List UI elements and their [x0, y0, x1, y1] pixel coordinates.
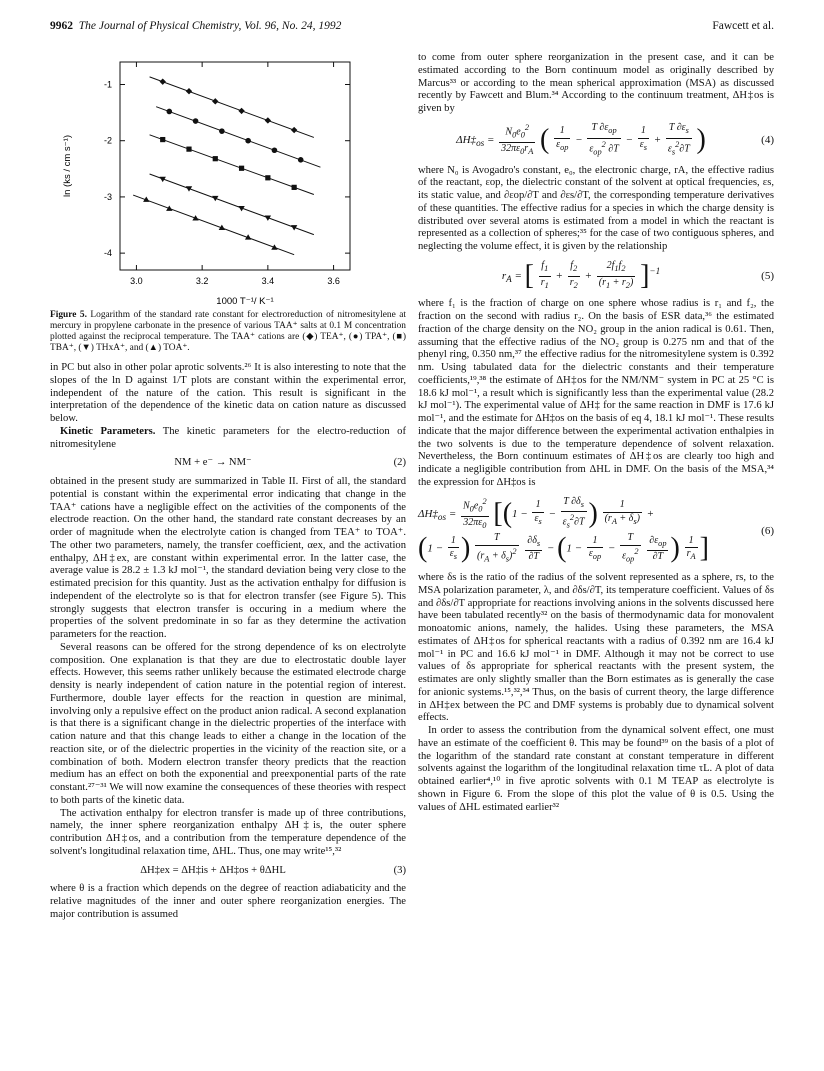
series-line	[156, 107, 320, 168]
right-paragraph-1: to come from outer sphere reorganization in the present case, and it can be estimated according to the Born continuum model as originally described by Marcus³³ or according to the mean spherical approximation (MSA) as discussed recently by Fawcett and Blum.³⁴ According to the continuum treatment, ΔH‡os is given by	[418, 52, 774, 114]
y-tick-label: -3	[103, 191, 112, 202]
data-point	[212, 98, 218, 104]
data-point	[298, 157, 304, 163]
left-paragraph-5: where θ is a fraction which depends on the degree of reaction adiabaticity and the relative magnitudes of the inner and outer sphere reorganization energies. The major contribution is assumed	[50, 883, 406, 920]
y-tick-label: -4	[103, 248, 112, 259]
figure-caption	[50, 310, 406, 354]
series-line	[150, 174, 314, 235]
equation-3-body: ΔH‡ex = ΔH‡is + ΔH‡os + θΔHL	[140, 864, 286, 876]
left-paragraph-2: obtained in the present study are summarized in Table II. First of all, the standard potential is constant within the experimental error indicating that change in the TAA⁺ cations have a negligible effect on the activities of the components of the electrode reaction. On the other hand, the standard rate constant decreases by an order of magnitude when the electrolyte cation is changed from TEA⁺ to TOA⁺. The other two parameters, namely, the transfer coefficient, αex, and the activation enthalpy, ΔH‡ex, are constant within experimental error. In the latter case, the average value is 28.2 ± 1.3 kJ mol⁻¹, the standard deviation being very close to the estimated precision for this quantity. Just as the activation enthalpy for diffusion is independent of the electrolyte so is that for electron transfer (see Figure 5). This strongly suggests that electron transfer is occuring in a medium where the properties of the solvent predominate in so far as they determine the activation parameters for the reaction.	[50, 476, 406, 640]
equation-3	[50, 865, 406, 878]
equation-6-body: $\Delta H\ddagger_{os}$ = $\frac{N_0e_0^2}{32\pi\varepsilon_0}$ [(1 − $\frac{1}{\varepsilon_s}$ − $\frac{T \partial\delta_s}{\varepsilon_s^2\partial T}$ ) $\frac{1}{(r_A + \delta_s)}$ + (1 − $\frac{1}{\varepsilon_s}$ ) $\frac{T}{(r_A + \delta_s)^2}$ $\frac{\partial\delta_s}{\partial T}$ − (1 − $\frac{1}{\varepsilon_{op}}$ − $\frac{T}{\varepsilon_{op}^2}$ $\frac{\partial\varepsilon_{op}}{\partial T}$ ) $\frac{1}{r_A}$ ]	[418, 495, 709, 564]
caption-text: Logarithm of the standard rate constant for electroreduction of nitromesitylene at mercury in propylene carbonate in the presence of various TAA⁺ salts at 0.1 M concentration plotted against the reciprocal temperature. The TAA⁺ cations are (◆) TEA⁺, (●) TPA⁺, (■) TBA⁺, (▼) THxA⁺, and (▲) TOA⁺.	[50, 310, 407, 353]
data-point	[160, 137, 165, 142]
data-point	[239, 166, 244, 171]
header-authors: Fawcett et al.	[712, 20, 774, 32]
left-paragraph-4: The activation enthalpy for electron transfer is made up of three contributions, namely, the inner sphere reorganization enthalpy ΔH‡is, the outer sphere contribution ΔH‡os, and a contribution from the temperature dependence of the solvent's longitudinal relaxation time, ΔHL. Thus, one may write¹⁵,³²	[50, 807, 406, 857]
equation-4-body: $\Delta H\ddagger_{os}$ = $\frac{N_0e_0^2}{32\pi\varepsilon_0r_A}$ ( $\frac{1}{\varepsilon_{op}}$ − $\frac{T \partial\varepsilon_{op}}{\varepsilon_{op}^2 \partial T}$ − $\frac{1}{\varepsilon_s}$ + $\frac{T \partial\varepsilon_s}{\varepsilon_s^2\partial T}$ )	[456, 121, 706, 156]
data-point	[265, 175, 270, 180]
data-point	[166, 109, 172, 115]
y-tick-label: -1	[103, 79, 112, 90]
caption-label: Figure 5.	[50, 310, 87, 320]
data-point	[186, 147, 191, 152]
data-point	[272, 147, 278, 153]
data-point	[219, 128, 225, 134]
equation-5-body: $r_A$ = [ $\frac{f_1}{r_1}$ + $\frac{f_2}{r_2}$ + $\frac{2f_1f_2}{(r_1 + r_2)}$ ]$^{-1}$	[501, 259, 661, 291]
data-point	[265, 117, 271, 123]
left-paragraph-3: Several reasons can be offered for the strong dependence of ks on electrolyte composition. One explanation is that they are due to electrostatic double layer effects. However, this seems rather unlikely because the estimated electrode charge density is nearly independent of cation nature in the potential region of interest. Furthermore, double layer effects for the reaction in question are minimal, involving only a repulsive effect on the product anion radical. A second explanation is that there is a significant change in the dielectric properties of the interface with cation nature and that this change leads to either a change in the location of the reaction site, or of the dielectric properties in the vicinity of the reaction site, or a combination of both. Modern electron transfer theory predicts that the reaction medium has an effect on both the exponential and preexponential parts of the rate constant.²⁷⁻³¹ We will now examine the consequences of these theories with respect to both parts of the kinetic data.	[50, 641, 406, 806]
series-line	[150, 77, 314, 138]
data-point	[292, 185, 297, 190]
data-point	[186, 88, 192, 94]
right-column	[418, 52, 774, 814]
x-tick-label: 3.0	[130, 276, 143, 286]
equation-4-number: (4)	[761, 133, 774, 146]
left-paragraph-1: in PC but also in other polar aprotic solvents.²⁶ It is also interesting to note that the slopes of the ln D against 1/T plots are constant within the experimental error, independent of the nature of the cation. This result is significant in the interpretation of the dependence of the kinetic data on cation nature as discussed below.	[50, 362, 406, 424]
equation-5	[418, 260, 774, 293]
equation-5-number: (5)	[761, 269, 774, 282]
left-paragraph-kinetic	[50, 426, 406, 452]
right-paragraph-5: In order to assess the contribution from the dynamical solvent effect, one must have an estimate of the coefficient θ. This may be found³⁹ on the basis of a plot of the logarithm of the standard rate constant at constant temperature in different solvents against the logarithm of the longitudinal relaxation time τL. A plot of data obtained earlier⁴,¹⁰ in five aprotic solvents with 0.1 M TEAP as electrolyte is shown in Figure 6. From the slope of this plot the value of θ is 0.5. Using the values of ΔHL estimated earlier³²	[418, 725, 774, 813]
x-tick-label: 3.6	[327, 276, 340, 286]
y-axis-label: ln (ks / cm s⁻¹)	[62, 134, 73, 198]
data-point	[245, 138, 251, 144]
page-number: 9962	[50, 20, 73, 32]
left-column	[50, 52, 406, 922]
data-point	[213, 156, 218, 161]
data-point	[193, 118, 199, 124]
equation-6-number: (6)	[761, 524, 774, 537]
section-heading-kinetic: Kinetic Parameters.	[60, 425, 156, 437]
series-line	[133, 195, 294, 255]
equation-2-number: (2)	[393, 457, 406, 469]
figure-5	[50, 52, 406, 308]
equation-2-body: NM + e⁻ → NM⁻	[174, 457, 252, 469]
equation-3-number: (3)	[393, 864, 406, 876]
equation-6	[418, 496, 774, 567]
running-header	[50, 20, 774, 38]
series-line	[150, 135, 314, 195]
x-axis-label: 1000 T⁻¹/ K⁻¹	[216, 296, 274, 307]
data-point	[212, 196, 218, 201]
x-tick-label: 3.4	[261, 276, 275, 286]
y-tick-label: -2	[103, 135, 112, 146]
data-point	[291, 127, 297, 133]
data-point	[160, 78, 166, 84]
kinetic-intro-text: The kinetic parameters for the electro-reduction of nitromesitylene	[50, 425, 406, 450]
journal-citation: The Journal of Physical Chemistry, Vol. 96, No. 24, 1992	[78, 20, 342, 32]
header-left	[50, 20, 341, 32]
right-paragraph-2: where N₀ is Avogadro's constant, e₀, the electronic charge, rA, the effective radius of the reactant, εop, the dielectric constant of the solvent at optical frequencies, εs, its static value, and ∂εop/∂T and ∂εs/∂T, the corresponding temperature derivatives of these quantities. The effective radius for a species in which the charge density is distributed over several atoms is estimated from a model in which the reactant is represented as a collection of spheres;³⁵ for the case of two contiguous spheres, and neglecting the volume effect, it is given by the relationship	[418, 164, 774, 253]
data-point	[166, 206, 172, 211]
equation-2	[50, 457, 406, 470]
x-tick-label: 3.2	[195, 276, 209, 286]
equation-4	[418, 122, 774, 159]
right-paragraph-4: where δs is the ratio of the radius of the solvent represented as a sphere, rs, to the MSA polarization parameter, λ, and ∂δs/∂T, its temperature coefficient. Values of δs and ∂δs/∂T appropriate for reactions involving anions in the solvents discussed here have been tabulated recently³² on the basis of thermodynamic data for monovalent monoatomic anions, namely, the halides. Using these parameters, the MSA estimates of ΔH‡os for spherical reactants with a radius of 0.392 nm are 16.4 kJ mol⁻¹ in PC and 16.6 kJ mol⁻¹ in DMF. Although it may not be correct to use values of δs appropriate for spherical reactants with the present system, the estimates are only slightly smaller than the Born estimates as is generally the case for anionic systems.¹⁵,³²,³⁴ Thus, on the basis of current theory, the large difference in ΔH‡ex between the PC and DMF systems is probably due to dynamical solvent effects.	[418, 572, 774, 724]
data-point	[238, 108, 244, 114]
right-paragraph-3: where f₁ is the fraction of charge on one sphere whose radius is r₁ and f₂, the fraction on the second with radius r₂. On the basis of ESR data,³⁶ the estimated fraction of the charge density on the NO₂ group in the anion radical is 0.61. Then, assuming that the effective radius of the NO₂ group is 0.275 nm and that of the phenyl ring, 0.350 nm,³⁷ the effective radius for the nitromesitylene system is 0.392 nm. Using tabulated data for the dielectric constants and their temperature coefficients,¹⁹,³⁸ the estimate of ΔH‡os for the NM/NM⁻ system in PC at 25 °C is 18.6 kJ mol⁻¹, a result which is significantly less than the experimental value (28.2 kJ mol⁻¹). The experimental value of ΔH‡ for the same reaction in DMF is 17.6 kJ mol⁻¹, and the estimate for ΔH‡os on the basis of eq 4, 18.1 kJ mol⁻¹. These results indicate that the major difference between the experimental activation enthalpies in the two solvents is due to the temperature dependence of solvent relaxation. Nevertheless, the Born continuum estimates of ΔH‡os are clearly too high and indicate a negligible contribution from ΔHL in DMF. On the basis of the MSA,³⁴ the expression for ΔH‡os is	[418, 298, 774, 488]
figure-5-chart	[50, 52, 406, 308]
